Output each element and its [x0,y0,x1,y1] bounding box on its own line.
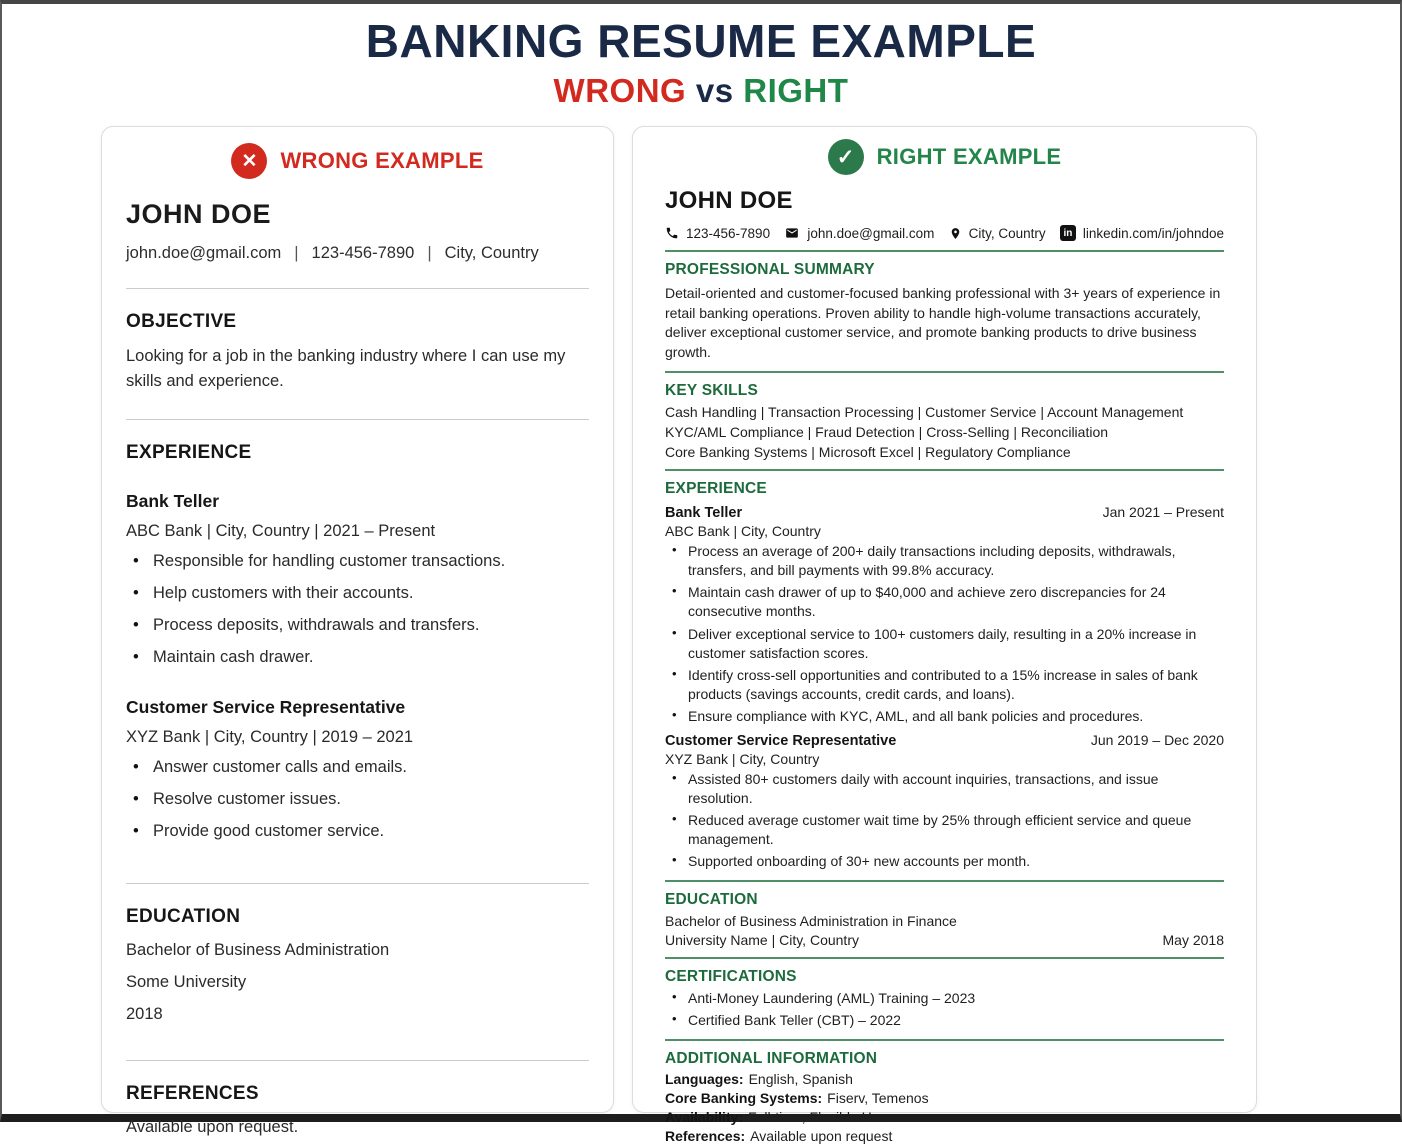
page-subtitle [2,72,1400,110]
bullet-item: • Reduced average customer wait time by 25% through efficient service and queue management. [665,811,1224,849]
info-label: Languages: [665,1070,744,1087]
bullet-item: • Maintain cash drawer of up to $40,000 and achieve zero discrepancies for 24 consecutive months. [665,583,1224,621]
education-degree: Bachelor of Business Administration [126,940,390,959]
info-row [665,1090,1224,1106]
education-row [665,932,1224,948]
right-education-heading: EDUCATION [665,890,758,908]
right-contact-row [665,225,1224,241]
phone-icon [665,226,679,240]
job-bullets [126,756,589,843]
subtitle-wrong-word: WRONG [553,72,687,109]
wrong-badge [126,143,589,179]
wrong-objective-text: Looking for a job in the banking industry where I can use my skills and experience. [126,347,566,391]
education-school: University Name | City, Country [665,931,859,948]
info-value: Available upon request [750,1127,893,1144]
page-title: BANKING RESUME EXAMPLE [365,15,1037,67]
divider [665,250,1224,252]
additional-info-heading: ADDITIONAL INFORMATION [665,1049,878,1067]
job-bullets [665,770,1224,871]
job-title: Bank Teller [665,505,743,522]
summary-heading: PROFESSIONAL SUMMARY [665,261,875,278]
bullet-item: • Process deposits, withdrawals and transfers. [126,614,589,637]
right-experience-heading: EXPERIENCE [665,480,767,498]
skills-line: Core Banking Systems | Microsoft Excel | Regulatory Compliance [665,444,1071,461]
bullet-item: • Anti-Money Laundering (AML) Training – 2023 [665,989,1224,1008]
bullet-item: • Help customers with their accounts. [126,582,589,605]
education-year: 2018 [126,1004,163,1023]
divider [665,469,1224,471]
info-row [665,1071,1224,1087]
job-dates: Jan 2021 – Present [1102,504,1224,521]
bullet-item: • Supported onboarding of 30+ new accounts per month. [665,852,1224,871]
wrong-contact-line [126,244,589,263]
divider [126,883,589,884]
job-title: Customer Service Representative [665,732,897,749]
certifications-list [665,989,1224,1030]
info-row [665,1109,1224,1125]
divider [126,419,589,420]
right-job-2 [665,732,1224,871]
wrong-email: john.doe@gmail.com [126,244,282,262]
x-glyph: ✕ [241,150,258,172]
bullet-item: • Resolve customer issues. [126,788,589,811]
info-label: Core Banking Systems: [665,1089,823,1106]
subtitle-right-word: RIGHT [743,72,849,109]
bullet-item: • Deliver exceptional service to 100+ customers daily, resulting in a 20% increase in customer satisfaction scores. [665,625,1224,663]
bullet-item: • Answer customer calls and emails. [126,756,589,779]
wrong-job-2 [126,697,589,843]
right-badge-label: RIGHT EXAMPLE [876,144,1062,169]
example-cards-row [101,126,1400,1144]
info-value: English, Spanish [748,1070,853,1087]
divider [665,371,1224,373]
wrong-references-heading: REFERENCES [126,1082,259,1104]
contact-phone [665,226,770,241]
info-value: Fiserv, Temenos [827,1089,929,1106]
key-skills-heading: KEY SKILLS [665,382,759,400]
separator: | [427,244,432,262]
check-glyph: ✓ [836,145,855,169]
subtitle-vs-word: vs [695,72,734,109]
info-row [665,1128,1224,1144]
divider [126,288,589,289]
right-example-card [632,126,1257,1144]
wrong-badge-label: WRONG EXAMPLE [280,148,484,173]
skills-line: Cash Handling | Transaction Processing | Customer Service | Account Management [665,404,1184,421]
right-job-1 [665,504,1224,725]
divider [665,957,1224,959]
job-meta: XYZ Bank | City, Country [665,750,820,767]
job-title: Bank Teller [126,491,220,512]
info-label: References: [665,1127,746,1144]
wrong-job-1 [126,491,589,669]
job-header [665,504,1224,521]
education-date: May 2018 [1162,931,1224,948]
job-dates: Jun 2019 – Dec 2020 [1090,731,1224,748]
page-header [2,14,1400,110]
bullet-item: • Assisted 80+ customers daily with account inquiries, transactions, and issue resolution. [665,770,1224,808]
contact-location [949,226,1046,241]
contact-linkedin [1060,225,1224,241]
right-phone: 123-456-7890 [686,225,771,241]
job-bullets [665,542,1224,725]
bullet-item: • Ensure compliance with KYC, AML, and all bank policies and procedures. [665,707,1224,726]
wrong-phone: 123-456-7890 [311,244,415,262]
certifications-heading: CERTIFICATIONS [665,967,797,985]
job-header [665,732,1224,749]
bullet-item: • Responsible for handling customer transactions. [126,550,589,573]
info-label: Availability: [665,1108,744,1125]
divider [665,1039,1224,1041]
wrong-location: City, Country [444,244,539,262]
location-pin-icon [949,226,962,241]
contact-email [784,226,934,241]
wrong-education-heading: EDUCATION [126,905,241,927]
wrong-experience-heading: EXPERIENCE [126,442,252,464]
job-title: Customer Service Representative [126,696,406,717]
right-location: City, Country [968,225,1046,241]
education-degree: Bachelor of Business Administration in Finance [665,912,957,929]
separator: | [294,244,299,262]
job-meta: XYZ Bank | City, Country | 2019 – 2021 [126,727,414,746]
divider [665,880,1224,882]
divider [126,1060,589,1061]
right-email: john.doe@gmail.com [807,225,935,241]
bullet-item: • Provide good customer service. [126,820,589,843]
bullet-item: • Maintain cash drawer. [126,646,589,669]
bullet-item: • Process an average of 200+ daily transactions including deposits, withdrawals, transfers, and bill payments with 99.8% accuracy. [665,542,1224,580]
bullet-item: • Identify cross-sell opportunities and contributed to a 15% increase in sales of bank products (savings accounts, credit cards, and loans). [665,666,1224,704]
education-school: Some University [126,972,247,991]
x-circle-icon [231,143,267,179]
wrong-objective-heading: OBJECTIVE [126,311,237,332]
job-meta: ABC Bank | City, Country [665,523,821,540]
job-meta: ABC Bank | City, Country | 2021 – Present [126,522,436,541]
wrong-candidate-name: JOHN DOE [126,199,272,229]
check-circle-icon [828,139,864,175]
summary-text: Detail-oriented and customer-focused banking professional with 3+ years of experience in retail banking operations. Proven ability to handle high-volume transactions accurately, deliver exceptional customer service, and promote banking products to drive business growth. [665,285,1221,360]
references-text: Available upon request. [126,1117,299,1136]
right-badge [665,139,1224,175]
email-icon [784,226,800,240]
skills-line: KYC/AML Compliance | Fraud Detection | Cross-Selling | Reconciliation [665,424,1109,441]
right-candidate-name: JOHN DOE [665,187,793,214]
wrong-example-card [101,126,614,1136]
info-value: Full-time, Flexible Hours [748,1108,899,1125]
linkedin-icon: in [1060,225,1076,241]
job-bullets [126,550,589,669]
right-linkedin: linkedin.com/in/johndoe [1082,225,1224,241]
bullet-item: • Certified Bank Teller (CBT) – 2022 [665,1011,1224,1030]
